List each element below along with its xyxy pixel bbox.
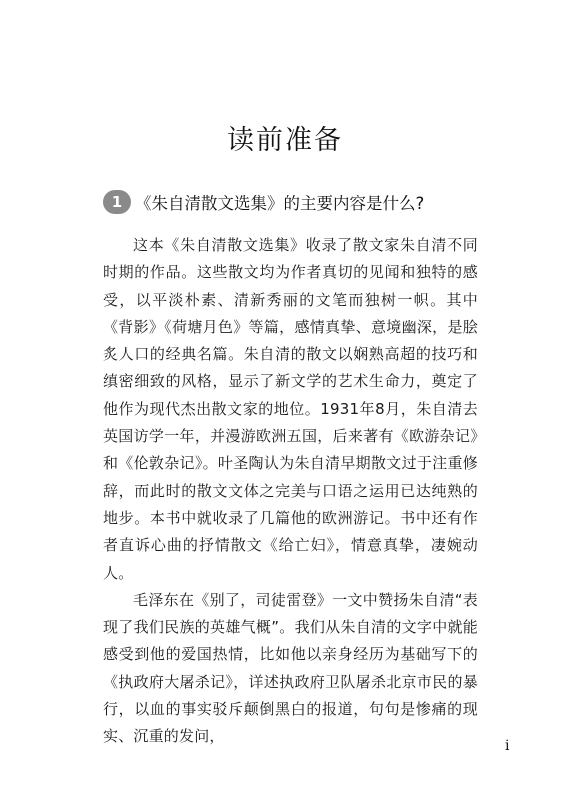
page-number: i (505, 738, 510, 754)
paragraph-1: 这本《朱自清散文选集》收录了散文家朱自清不同时期的作品。这些散文均为作者真切的见闻和独特的感受，以平淡朴素、清新秀丽的文笔而独树一帜。其中《背影》《荷塘月色》等篇，感情真挚、意境幽深，是脍炙人口的经典名篇。朱自清的散文以娴熟高超的技巧和缜密细致的风格，显示了新文学的艺术生命力，奠定了他作为现代杰出散文家的地位。1931年8月，朱自清去英国访学一年，并漫游欧洲五国，后来著有《欧游杂记》和《伦敦杂记》。叶圣陶认为朱自清早期散文过于注重修辞，而此时的散文文体之完美与口语之运用已达纯熟的地步。本书中就收录了几篇他的欧洲游记。书中还有作者直诉心曲的抒情散文《给亡妇》，情意真挚，凄婉动人。 (103, 236, 478, 582)
question-number-badge: 1 (103, 190, 131, 214)
question-text: 《朱自清散文选集》的主要内容是什么? (135, 194, 425, 213)
paragraph-2: 毛泽东在《别了，司徒雷登》一文中赞扬朱自清“表现了我们民族的英雄气概”。我们从朱自清的文字中就能感受到他的爱国热情，比如他以亲身经历为基础写下的《执政府大屠杀记》，详述执政府卫队屠杀北京市民的暴行，以血的事实驳斥颠倒黑白的报道，句句是惨痛的现实、沉重的发问， (103, 590, 478, 746)
question-heading (103, 190, 424, 214)
page-title: 读前准备 (227, 125, 343, 156)
body-text (103, 232, 478, 751)
